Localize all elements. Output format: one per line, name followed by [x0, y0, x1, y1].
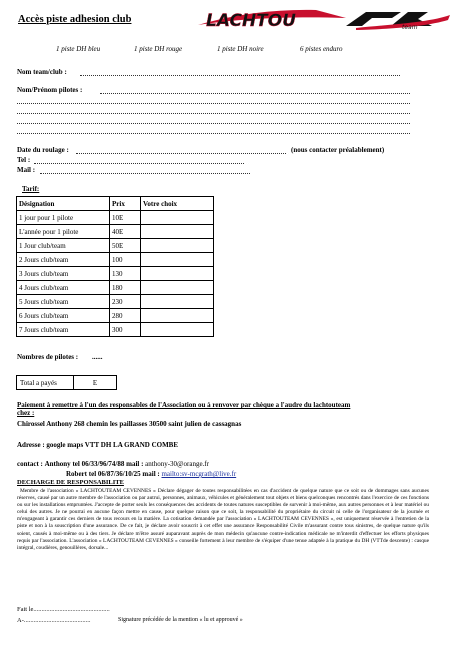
tarif-designation: 5 Jours club/team [17, 295, 110, 309]
date-field[interactable] [76, 153, 286, 154]
decharge-heading: DECHARGE DE RESPONSABILITE [17, 479, 124, 486]
pilotes-field-5[interactable] [17, 133, 410, 134]
tarif-prix: 50E [110, 239, 141, 253]
tarif-row [17, 253, 214, 267]
pilotes-field-4[interactable] [17, 123, 410, 124]
anthony-mail-label: mail : [126, 460, 144, 468]
piste-dh-rouge: 1 piste DH rouge [134, 45, 183, 53]
tarif-choix[interactable] [141, 225, 214, 239]
paiement-address: Chirossel Anthony 268 chemin les paillasses 30500 saint julien de cassagnas [17, 420, 242, 428]
tarif-heading: Tarif: [22, 185, 40, 193]
tarif-choix[interactable] [141, 211, 214, 225]
col-prix: Prix [110, 197, 141, 211]
tarif-row [17, 295, 214, 309]
tarif-designation: 6 Jours club/team [17, 309, 110, 323]
mail-field[interactable] [40, 173, 250, 174]
tarif-designation: 1 Jour club/team [17, 239, 110, 253]
decharge-text: Membre de l'association « LACHTOUTEAM CEVENNES » Déclare dégager de toutes responsabilitées en cas d'accident de quelque nature que ce soit ou de dommages sans aucunes réserves, causé par un autre membre de l'association ou par autrui, personnes, animaux, véhicules et généralement tout objets et biens quelconques rencontrés dans l'exercice de ces fonctions ou sur les installations empruntées. J'accepte de porter seuls les conséquences des accidents de toutes natures susceptibles de survenir à moi-même, aux autres personnes et à leur matériel ou celui des autres. Je ne pourrai en aucune façon mettre en cause, pour quelque raison que ce soit, la responsabilité du propriétaire du circuit ni celle de l'organisateur de la journée et m'engageant à garantir ces derniers de tous recours en la matière. La cotisation demandée par l'association « LACHTOUTEAM CEVENNES », est uniquement réservée à l'entretien de la piste et non à la souscription d'une assurance. De ce fait, je déclare avoir souscrit à cet effet une assurance Responsabilité Civile m'assurant contre tous sinistres, de quelque nature qu'ils soient, causés à moi-même ou à des tiers. Je déclare m'être assuré auparavant auprès de mon médecin qu'aucune contre-indication médicale ne m'interdit d'effectuer les efforts physiques requis par l'association. L'association « LACHTOUTEAM CEVENNES » conseille fortement à leur membre de s'équiper d'une tenue adaptée à la pratique du DH (VTTde descente) : casque intégral, coudières, genouillères, dorsale... [17, 488, 429, 551]
svg-text:team: team [402, 24, 418, 31]
robert-mail-link[interactable]: mailto:sv-mcgrath@live.fr [161, 470, 237, 478]
tarif-prix: 40E [110, 225, 141, 239]
piste-dh-bleu: 1 piste DH bleu [56, 45, 101, 53]
tarif-row [17, 267, 214, 281]
pistes-enduro: 6 pistes enduro [300, 45, 343, 53]
tarif-designation: 4 Jours club/team [17, 281, 110, 295]
tarif-row [17, 225, 214, 239]
mail-label: Mail : [17, 166, 36, 174]
total-table [16, 375, 117, 390]
tarif-prix: 180 [110, 281, 141, 295]
tel-label: Tel : [17, 156, 31, 164]
logo-graphic [196, 6, 452, 32]
tarif-designation: 3 Jours club/team [17, 267, 110, 281]
tarif-choix[interactable] [141, 309, 214, 323]
tarif-header-row [17, 197, 214, 211]
tarif-choix[interactable] [141, 239, 214, 253]
total-label: Total a payés [17, 376, 74, 390]
tarif-row [17, 281, 214, 295]
tarif-choix[interactable] [141, 295, 214, 309]
tarif-choix[interactable] [141, 253, 214, 267]
robert-tel: tel 06/87/36/10/25 [88, 470, 141, 478]
tarif-choix[interactable] [141, 281, 214, 295]
tarif-row [17, 211, 214, 225]
tarif-choix[interactable] [141, 267, 214, 281]
pilotes-field-2[interactable] [17, 103, 410, 104]
team-label: Nom team/club : [17, 68, 67, 76]
robert-name: Robert [66, 470, 87, 478]
tarif-designation: 2 Jours club/team [17, 253, 110, 267]
contact-robert [66, 470, 236, 478]
tarif-row [17, 323, 214, 337]
tarif-prix: 130 [110, 267, 141, 281]
paiement-line2: chez : [17, 409, 35, 417]
google-address: Adresse : google maps VTT DH LA GRAND COMBE [17, 441, 179, 449]
total-value[interactable]: E [74, 376, 117, 390]
tarif-row [17, 309, 214, 323]
team-field[interactable] [80, 75, 400, 76]
lachtou-team-logo [196, 6, 452, 32]
signature-lieu[interactable]: A-......................................... [17, 617, 91, 624]
tarif-designation: L'année pour 1 pilote [17, 225, 110, 239]
tel-field[interactable] [34, 163, 244, 164]
tarif-prix: 230 [110, 295, 141, 309]
pilotes-label: Nom/Prénom pilotes : [17, 86, 83, 94]
nombre-pilotes-label: Nombres de pilotes : [17, 353, 79, 361]
tarif-prix: 280 [110, 309, 141, 323]
tarif-prix: 10E [110, 211, 141, 225]
contact-label: contact : [17, 460, 43, 468]
tarif-designation: 7 Jours club/team [17, 323, 110, 337]
logo-wordmark: LACHTOU [206, 11, 297, 31]
col-votre-choix: Votre choix [141, 197, 214, 211]
robert-mail-label: mail : [142, 470, 160, 478]
tarif-row [17, 239, 214, 253]
tarif-choix[interactable] [141, 323, 214, 337]
pilotes-field-1[interactable] [100, 93, 410, 94]
anthony-tel: tel 06/33/96/74/88 [72, 460, 125, 468]
anthony-mail[interactable]: anthony-30@orange.fr [145, 460, 209, 468]
date-note: (nous contacter préalablement) [291, 146, 385, 154]
date-label: Date du roulage : [17, 146, 69, 154]
fait-le[interactable]: Fait le............................................... [17, 606, 110, 613]
tarif-prix: 300 [110, 323, 141, 337]
tarif-designation: 1 jour pour 1 pilote [17, 211, 110, 225]
anthony-name: Anthony [44, 460, 71, 468]
contact-anthony [17, 460, 209, 468]
page-title: Accès piste adhesion club [18, 14, 132, 25]
paiement-line1: Paiement à remettre à l'un des responsables de l'Association ou à renvover par chèque a l'audre du lachtouteam [17, 401, 351, 409]
nombre-pilotes-value[interactable]: ...... [92, 353, 103, 361]
col-designation: Désignation [17, 197, 110, 211]
signature-note: Signature précédée de la mention « lu et approuvé » [118, 617, 243, 623]
pilotes-field-3[interactable] [17, 113, 410, 114]
total-row [17, 376, 117, 390]
piste-dh-noire: 1 piste DH noire [217, 45, 264, 53]
tarif-prix: 100 [110, 253, 141, 267]
tarif-table [16, 196, 214, 337]
